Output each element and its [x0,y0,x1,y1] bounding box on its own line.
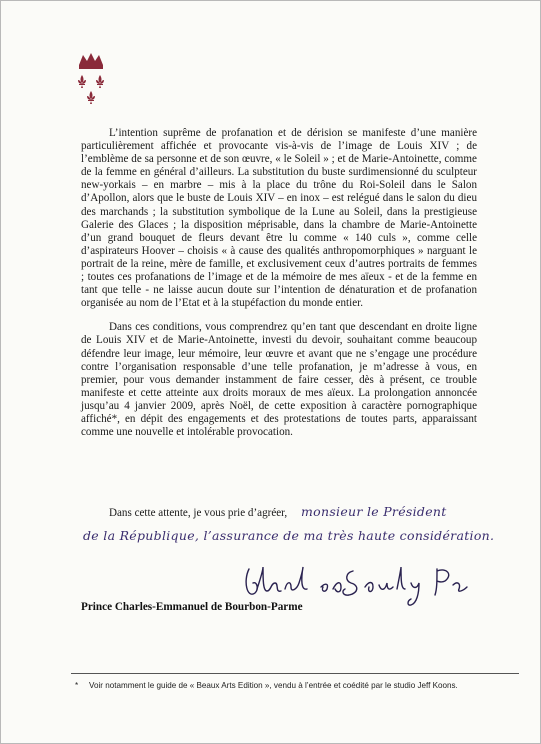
handwritten-salutation: monsieur le Président [301,504,447,519]
closing-typed: Dans cette attente, je vous prie d’agréer, [109,507,288,519]
signer-name: Prince Charles-Emmanuel de Bourbon-Parme [81,601,303,613]
footnote-text: Voir notamment le guide de « Beaux Arts Edition », vendu à l’entrée et coédité par le studio Jeff Koons. [89,681,458,690]
footnote-divider [71,673,519,674]
letter-body [81,127,477,450]
footnote-mark: * [75,681,79,690]
fleur-de-lis-crown-crest [71,51,111,111]
paragraph-profanation: L’intention suprême de profanation et de dérision se manifeste d’une manière particulièrement affichée et provocante vis-à-vis de l’image de Louis XIV ; de l’emblème de sa personne et de son œuvre, « le Soleil » ; et de Marie-Antoinette, comme de la femme en général d’ailleurs. La substitution du buste surdimensionné du sculpteur new-yorkais – en marbre – mis à la place du trône du Roi-Soleil dans le Salon d’Apollon, alors que le buste de Louis XIV – en inox – est relégué dans le salon du dieu des marchands ; la substitution symbolique de la Lune au Soleil, dans la prestigieuse Galerie des Glaces ; la disposition méprisable, dans la chambre de Marie-Antoinette d’un grand bouquet de fleurs devant être lu comme « 140 culs », comme celle d’aspirateurs Hoover – choisis « à cause des qualités anthropomorphiques » narguant le portrait de la reine, mère de famille, et exclusivement ceux d’autres portraits de femmes ; toutes ces profanations de l’image et de la mémoire de mes aïeux - et de la femme en tant que telle - ne laisse aucun doute sur l’intention de dénaturation et de profanation organisée au nom de l’Etat et à la stupéfaction du monde entier. [81,127,477,310]
paragraph-request: Dans ces conditions, vous comprendrez qu’en tant que descendant en droite ligne de Louis XIV et de Marie-Antoinette, investi du devoir, souhaitant comme beaucoup défendre leur image, leur mémoire, leur œuvre et avant que ne s’engage une procédure contre l’organisation responsable d’une telle profanation, je m’adresse à vous, en premier, pour vous demander instamment de faire cesser, dès à présent, ce trouble manifeste et cette atteinte aux droits moraux de mes aïeux. La prolongation annoncée jusqu’au 4 janvier 2009, après Noël, de cette exposition à caractère pornographique affiché*, en dépit des engagements et des protestations de toutes parts, apparaissant comme une nouvelle et intolérable provocation. [81,321,477,439]
footnote [75,681,525,690]
handwritten-closing: de la République, l’assurance de ma très haute considération. [83,528,495,543]
